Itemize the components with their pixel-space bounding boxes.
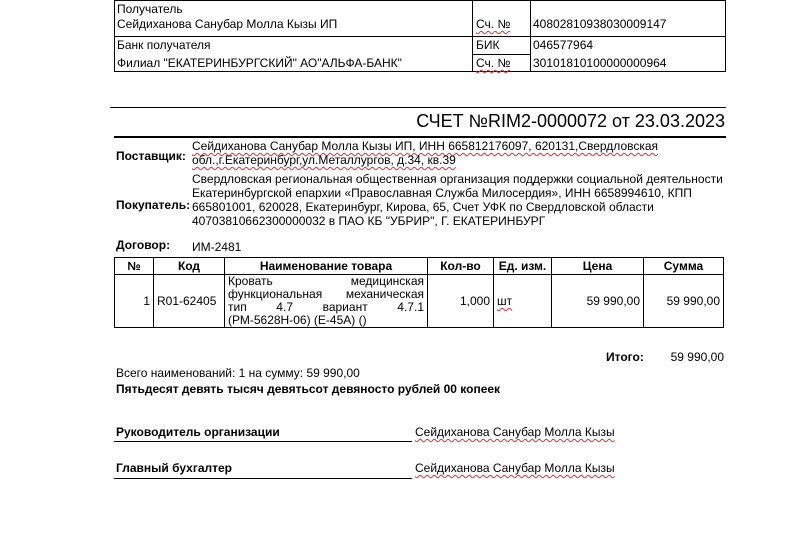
col-header-price: Цена xyxy=(552,258,644,275)
col-header-num: № xyxy=(115,258,154,275)
table-row xyxy=(115,275,724,328)
row-qty: 1,000 xyxy=(428,275,494,328)
contract-label: Договор: xyxy=(116,238,171,252)
items-count-text: Всего наименований: 1 на сумму: 59 990,00 xyxy=(116,366,360,380)
head-signature-label: Руководитель организации xyxy=(116,425,280,439)
row-name: Кровать медицинская функциональная механическая тип 4.7 вариант 4.7.1 (РМ-5628Н-06) (Е-45А) () xyxy=(225,275,428,328)
corr-account-label: Сч. № xyxy=(476,56,511,70)
col-header-name: Наименование товара xyxy=(225,258,428,275)
accountant-signature-name: Сейдиханова Санубар Молла Кызы xyxy=(415,461,615,475)
total-value: 59 990,00 xyxy=(670,350,724,364)
accountant-signature-label: Главный бухгалтер xyxy=(116,461,233,475)
bank-label: Банк получателя xyxy=(117,38,211,52)
col-header-qty: Кол-во xyxy=(428,258,494,275)
title-top-rule xyxy=(110,107,726,108)
account-label: Сч. № xyxy=(476,17,511,31)
supplier-line-2: обл.,г.Екатеринбург,ул.Металлургов, д.34, кв.39 xyxy=(192,153,456,167)
col-header-sum: Сумма xyxy=(644,258,724,275)
row-num: 1 xyxy=(115,275,154,328)
total-in-words: Пятьдесят девять тысяч девятьсот девяносто рублей 00 копеек xyxy=(116,382,501,396)
total-label: Итого: xyxy=(606,350,644,364)
row-price: 59 990,00 xyxy=(552,275,644,328)
recipient-label: Получатель xyxy=(117,2,183,16)
supplier-label: Поставщик: xyxy=(116,149,186,163)
items-table xyxy=(114,257,724,328)
row-sum: 59 990,00 xyxy=(644,275,724,328)
buyer-line-2: Екатеринбургской епархии «Православная Служба Милосердия», ИНН 6658994610, КПП xyxy=(192,186,692,200)
bank-name: Филиал "ЕКАТЕРИНБУРГСКИЙ" АО"АЛЬФА-БАНК" xyxy=(117,56,402,70)
buyer-line-3: 665801001, 620028, Екатеринбург, Кирова, 65, Счет УФК по Свердловской области xyxy=(192,200,654,214)
buyer-label: Покупатель: xyxy=(116,198,191,212)
buyer-line-1: Свердловская региональная общественная организация поддержки социальной деятельности xyxy=(192,172,723,186)
buyer-line-4: 40703810662300000032 в ПАО КБ "УБРИР", Г. ЕКАТЕРИНБУРГ xyxy=(192,214,546,228)
col-header-code: Код xyxy=(154,258,225,275)
corr-account-number: 30101810100000000964 xyxy=(533,56,667,70)
table-header-row xyxy=(115,258,724,275)
row-code: R01-62405 xyxy=(154,275,225,328)
row-unit-text: шт xyxy=(497,294,513,308)
supplier-line-1: Сейдиханова Санубар Молла Кызы ИП, ИНН 665812176097, 620131,Свердловская xyxy=(192,139,659,153)
recipient-name: Сейдиханова Санубар Молла Кызы ИП xyxy=(117,17,338,31)
invoice-title: СЧЕТ №RIM2-0000072 от 23.03.2023 xyxy=(416,111,725,131)
col-header-unit: Ед. изм. xyxy=(494,258,552,275)
head-signature-name: Сейдиханова Санубар Молла Кызы xyxy=(415,425,615,439)
contract-value: ИМ-2481 xyxy=(192,240,242,254)
bik-value: 046577964 xyxy=(533,38,594,52)
head-signature-line xyxy=(114,441,412,442)
account-number: 40802810938030009147 xyxy=(533,17,667,31)
row-unit xyxy=(494,275,552,328)
bik-label: БИК xyxy=(476,38,500,52)
title-bottom-rule xyxy=(114,136,726,138)
accountant-signature-line xyxy=(114,478,412,479)
